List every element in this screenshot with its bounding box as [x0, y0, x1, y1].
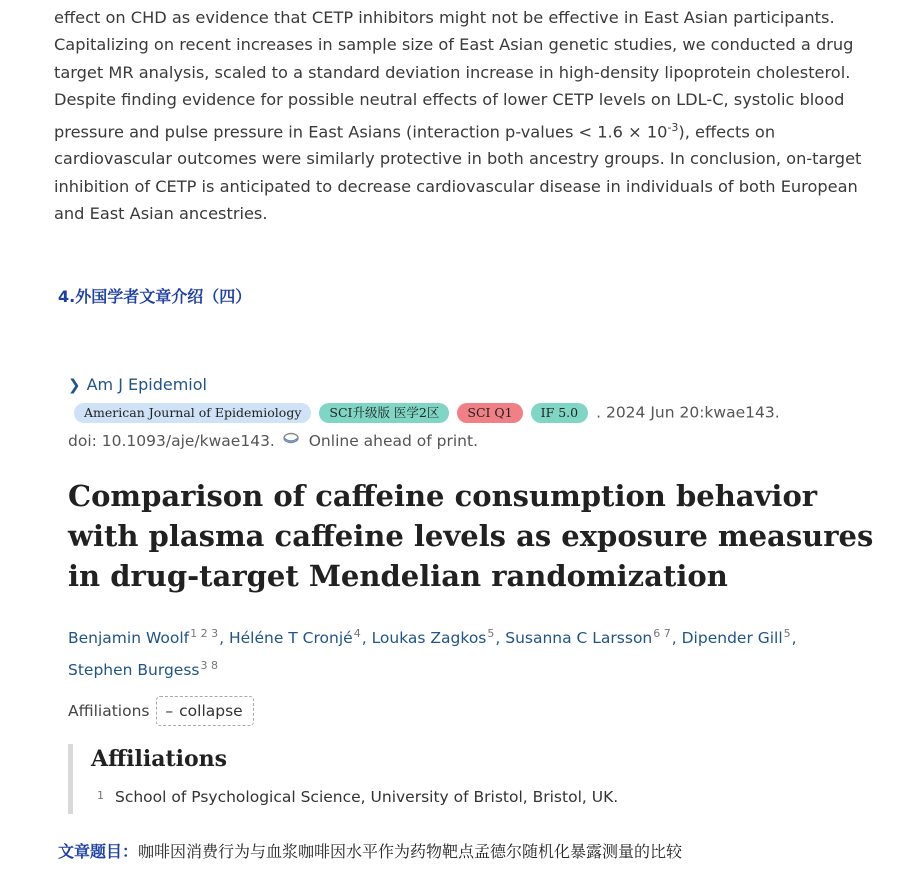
abstract-text [54, 4, 874, 228]
journal-link[interactable] [68, 372, 888, 398]
affiliation-text: School of Psychological Science, University of Bristol, Bristol, UK. [115, 788, 619, 806]
chinese-title-row [58, 840, 682, 864]
chinese-title-label: 文章题目： [58, 842, 139, 861]
chinese-title-text: 咖啡因消费行为与血浆咖啡因水平作为药物靶点孟德尔随机化暴露测量的比较 [138, 842, 683, 861]
badge-row [68, 400, 888, 424]
online-ahead-icon [282, 432, 300, 444]
abstract-line-text: pressure and pulse pressure in East Asians (interaction p-values < 1.6 × 10 [54, 122, 668, 142]
author-link[interactable]: Héléne T Cronjé [228, 629, 353, 647]
article-card [68, 372, 888, 814]
author-affil-refs[interactable]: 4 [353, 627, 361, 640]
affiliations-label: Affiliations [68, 702, 150, 720]
section-heading: 4.外国学者文章介绍（四） [58, 287, 252, 306]
exponent: -3 [667, 120, 679, 134]
abstract-line-tail: ), effects on [678, 122, 776, 142]
affiliations-heading: Affiliations [91, 746, 228, 772]
affiliations-block [68, 744, 851, 814]
sci-tier-badge[interactable]: SCI升级版 医学2区 [319, 403, 449, 423]
abstract-line: inhibition of CETP is anticipated to decrease cardiovascular disease in individuals of both European [54, 176, 858, 196]
publication-date: . 2024 Jun 20:kwae143. [596, 403, 780, 422]
abstract-line: Capitalizing on recent increases in sample size of East Asian genetic studies, we conducted a drug [54, 35, 854, 55]
affiliations-toggle-row [68, 696, 888, 726]
journal-badge[interactable]: American Journal of Epidemiology [74, 403, 311, 423]
author-link[interactable]: Stephen Burgess [68, 661, 200, 679]
minus-icon: – [165, 702, 174, 720]
article-title: Comparison of caffeine consumption behavior with plasma caffeine levels as exposure measures in drug-target Mendelian randomization [68, 479, 874, 593]
author-link[interactable]: Loukas Zagkos [371, 629, 487, 647]
author-list: Benjamin Woolf$^{1 2 3}$, Héléne T Cronjé$^4$, Loukas Zagkos$^5$, Susanna C Larsson$^{6 7}$, Dipender Gill$^5$, Stephen Burgess$^{3 8}$ [68, 627, 797, 679]
abstract-line: Despite finding evidence for possible neutral effects of lower CETP levels on LDL-C, systolic blood [54, 90, 845, 110]
author-link[interactable]: Susanna C Larsson [505, 629, 653, 647]
author-affil-refs[interactable]: 3 8 [200, 659, 218, 672]
sci-q-badge[interactable]: SCI Q1 [457, 403, 522, 423]
journal-link-text[interactable]: Am J Epidemiol [86, 375, 207, 394]
abstract-line: target MR analysis, scaled to a standard deviation increase in high-density lipoprotein cholesterol. [54, 62, 851, 82]
doi-text: doi: 10.1093/aje/kwae143. [68, 432, 275, 450]
abstract-line: and East Asian ancestries. [54, 204, 268, 224]
affiliation-number: 1 [97, 789, 104, 802]
author-link[interactable]: Dipender Gill [681, 629, 783, 647]
status-text: Online ahead of print. [308, 432, 478, 450]
collapse-button[interactable] [156, 696, 253, 726]
collapse-label: collapse [179, 702, 243, 720]
abstract-line: effect on CHD as evidence that CETP inhibitors might not be effective in East Asian participants. [54, 8, 835, 27]
author-affil-refs[interactable]: 5 [783, 627, 791, 640]
author-link[interactable]: Benjamin Woolf [68, 629, 190, 647]
affiliation-item [91, 784, 851, 809]
author-affil-refs[interactable]: 1 2 3 [190, 627, 219, 640]
abstract-line-with-exponent [54, 114, 874, 146]
abstract-line: cardiovascular outcomes were similarly protective in both ancestry groups. In conclusion, on-target [54, 149, 862, 169]
doi-row [68, 428, 888, 454]
chevron-right-icon: ❯ [68, 376, 81, 394]
author-affil-refs[interactable]: 6 7 [653, 627, 671, 640]
author-affil-refs[interactable]: 5 [487, 627, 495, 640]
impact-factor-badge[interactable]: IF 5.0 [531, 403, 588, 423]
